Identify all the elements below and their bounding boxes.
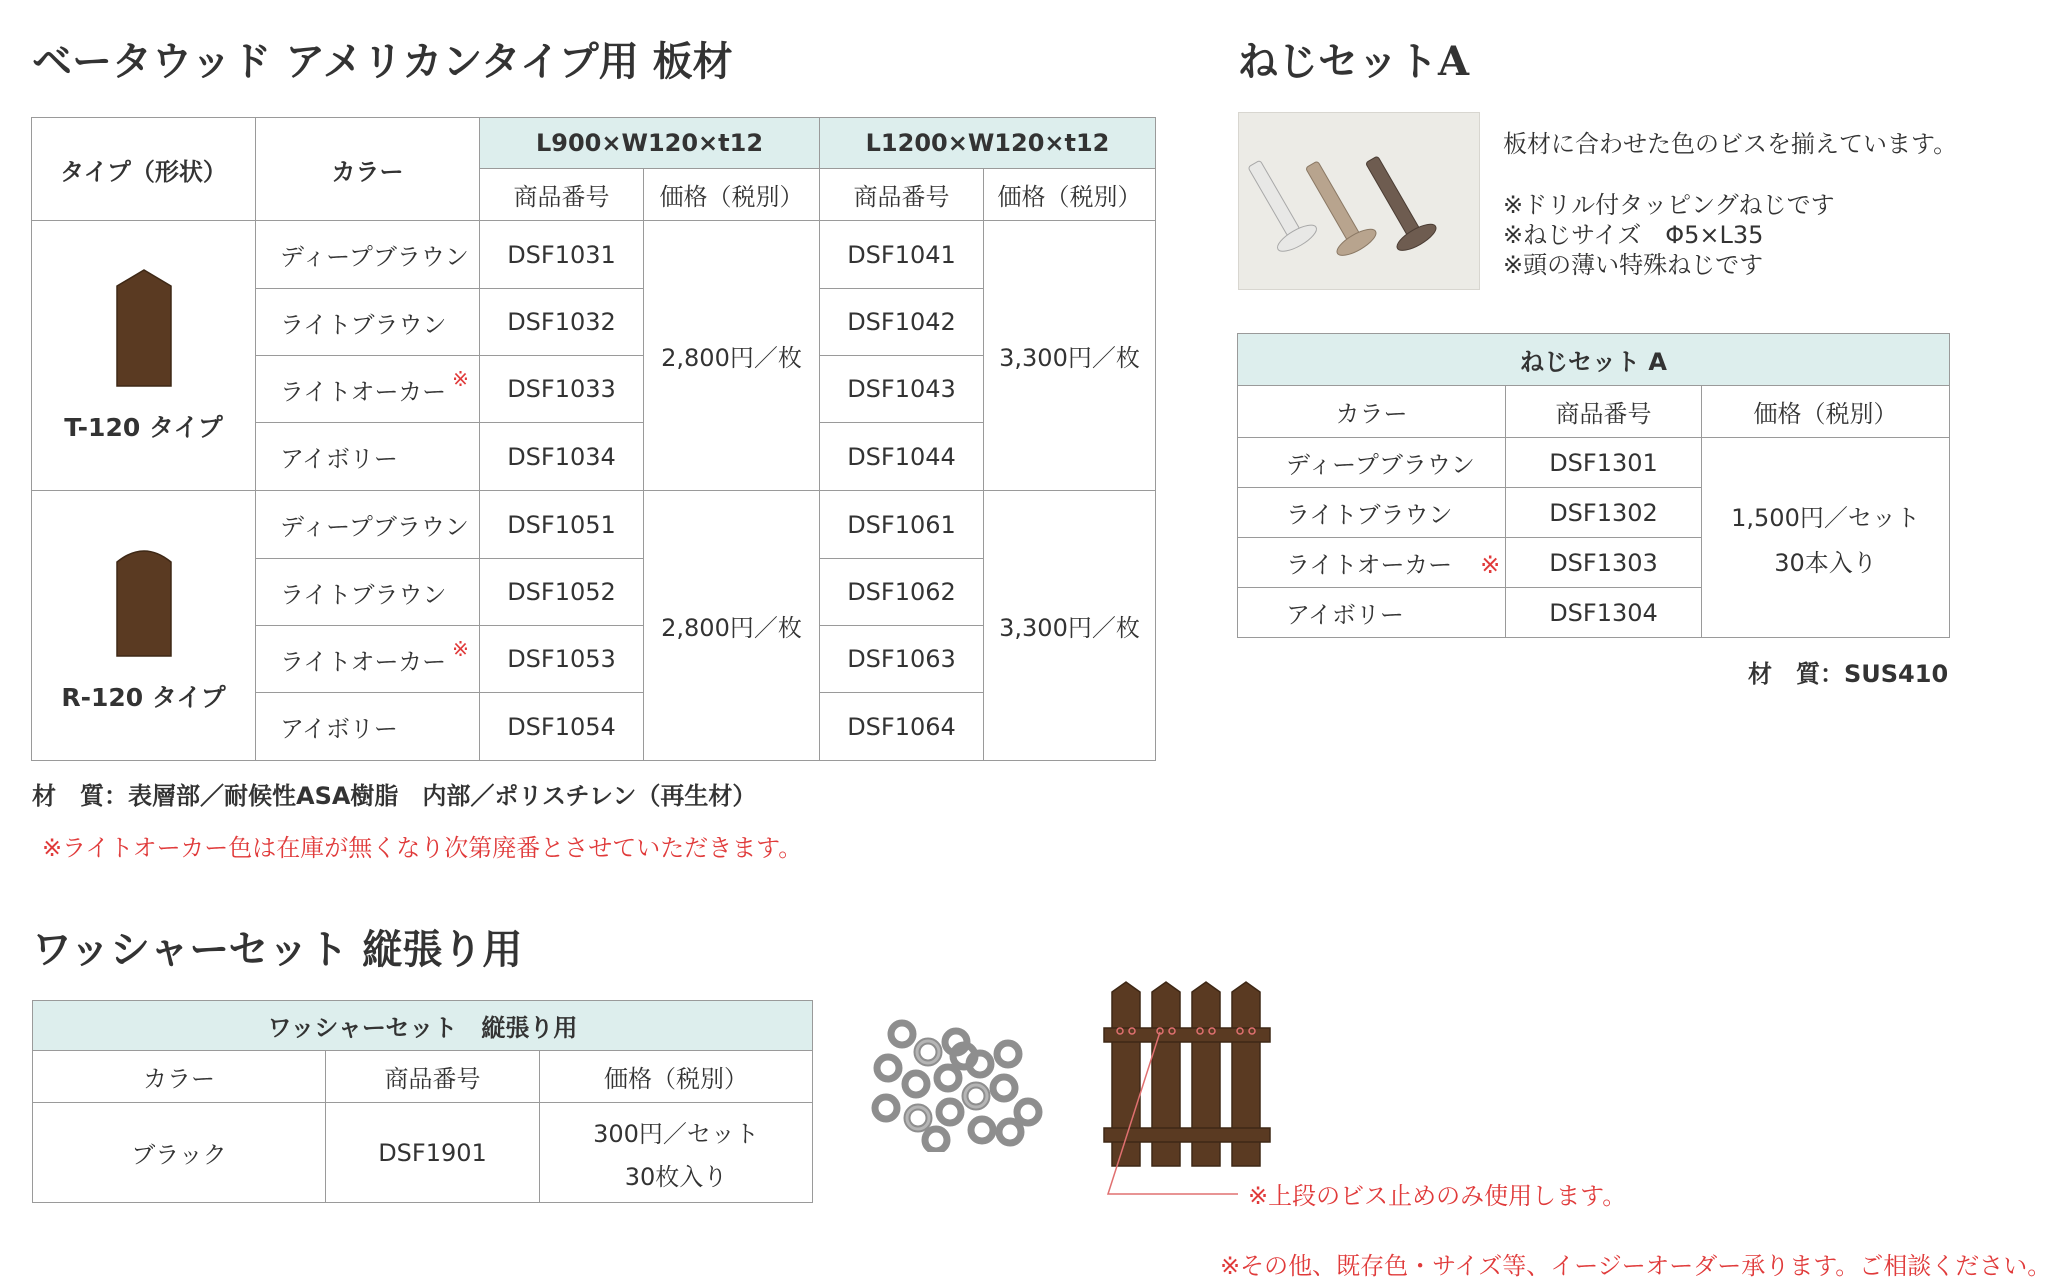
code-cell: DSF1042 bbox=[820, 289, 984, 356]
code-cell: DSF1054 bbox=[480, 693, 644, 761]
code-cell: DSF1064 bbox=[820, 693, 984, 761]
price-cell: 3,300円／枚 bbox=[984, 491, 1156, 761]
color-label: ライトオーカー bbox=[280, 377, 447, 406]
header-size-900: L900×W120×t12 bbox=[480, 118, 820, 169]
header-type: タイプ（形状） bbox=[32, 118, 256, 221]
code-cell: DSF1061 bbox=[820, 491, 984, 559]
color-cell bbox=[256, 289, 480, 356]
washer-table bbox=[32, 1000, 813, 1203]
color-cell bbox=[256, 221, 480, 289]
board-table bbox=[31, 117, 1156, 761]
washer-price: 300円／セット bbox=[593, 1119, 759, 1148]
screw-price-cell bbox=[1702, 438, 1950, 638]
washers-icon bbox=[868, 1012, 1048, 1152]
color-label: アイボリー bbox=[280, 715, 398, 743]
washer-usage-note: ※上段のビス止めのみ使用します。 bbox=[1248, 1182, 1627, 1210]
color-cell bbox=[256, 423, 480, 491]
screw-note-3: ※頭の薄い特殊ねじです bbox=[1503, 251, 1764, 279]
screw-section-title: ねじセットA bbox=[1238, 38, 1470, 85]
color-cell bbox=[256, 626, 480, 693]
type-cell-r120 bbox=[32, 491, 256, 761]
washer-header-color: カラー bbox=[33, 1051, 326, 1103]
code-cell: DSF1062 bbox=[820, 559, 984, 626]
color-label: ライトブラウン bbox=[280, 310, 447, 339]
screw-color-cell bbox=[1238, 538, 1506, 588]
screw-header-price: 価格（税別） bbox=[1702, 386, 1950, 438]
washer-quantity: 30枚入り bbox=[624, 1162, 728, 1191]
screw-code-cell: DSF1302 bbox=[1506, 488, 1702, 538]
screw-header-color: カラー bbox=[1238, 386, 1506, 438]
discontinue-mark: ※ bbox=[452, 366, 469, 391]
pointed-board-icon bbox=[114, 268, 174, 398]
code-cell: DSF1032 bbox=[480, 289, 644, 356]
washer-table-title: ワッシャーセット 縦張り用 bbox=[33, 1001, 813, 1051]
color-label: ライトオーカー bbox=[280, 647, 447, 676]
price-cell: 2,800円／枚 bbox=[644, 221, 820, 491]
screw-code-cell: DSF1304 bbox=[1506, 588, 1702, 638]
color-label: ライトブラウン bbox=[280, 580, 447, 609]
color-cell bbox=[256, 693, 480, 761]
code-cell: DSF1052 bbox=[480, 559, 644, 626]
screw-color-cell bbox=[1238, 488, 1506, 538]
screw-code-cell: DSF1303 bbox=[1506, 538, 1702, 588]
discontinue-note: ※ライトオーカー色は在庫が無くなり次第廃番とさせていただきます。 bbox=[42, 834, 803, 862]
type-label-r120: R-120 タイプ bbox=[61, 682, 226, 712]
color-label: ディープブラウン bbox=[1286, 451, 1475, 479]
screw-table bbox=[1237, 333, 1950, 638]
washer-price-cell bbox=[540, 1103, 813, 1203]
screw-photo bbox=[1238, 112, 1480, 290]
screw-quantity: 30本入り bbox=[1774, 548, 1877, 577]
screws-icon bbox=[1239, 113, 1479, 289]
header-price-1200: 価格（税別） bbox=[984, 169, 1156, 221]
main-section-title: ベータウッド アメリカンタイプ用 板材 bbox=[32, 38, 733, 85]
price-cell: 2,800円／枚 bbox=[644, 491, 820, 761]
screw-color-cell bbox=[1238, 588, 1506, 638]
color-label: ライトブラウン bbox=[1286, 501, 1453, 529]
header-size-1200: L1200×W120×t12 bbox=[820, 118, 1156, 169]
color-label: ライトオーカー bbox=[1286, 551, 1453, 579]
material-note: 材 質：表層部／耐候性ASA樹脂 内部／ポリスチレン（再生材） bbox=[32, 782, 757, 810]
discontinue-mark: ※ bbox=[452, 636, 469, 661]
header-code-900: 商品番号 bbox=[480, 169, 644, 221]
type-cell-t120 bbox=[32, 221, 256, 491]
round-board-icon bbox=[114, 538, 174, 668]
code-cell: DSF1044 bbox=[820, 423, 984, 491]
footer-note: ※その他、既存色・サイズ等、イージーオーダー承ります。ご相談ください。 bbox=[1220, 1252, 2052, 1280]
color-label: アイボリー bbox=[1286, 601, 1404, 629]
code-cell: DSF1033 bbox=[480, 356, 644, 423]
color-cell bbox=[256, 559, 480, 626]
type-label-t120: T-120 タイプ bbox=[64, 412, 223, 442]
header-code-1200: 商品番号 bbox=[820, 169, 984, 221]
code-cell: DSF1041 bbox=[820, 221, 984, 289]
screw-note-2: ※ねじサイズ Φ5×L35 bbox=[1503, 221, 1764, 249]
screw-table-title: ねじセット A bbox=[1238, 334, 1950, 386]
color-label: ディープブラウン bbox=[280, 243, 469, 271]
screw-note-1: ※ドリル付タッピングねじです bbox=[1503, 191, 1835, 219]
screw-description: 板材に合わせた色のビスを揃えています。 bbox=[1503, 130, 1958, 158]
color-cell bbox=[256, 491, 480, 559]
washer-color-cell: ブラック bbox=[33, 1103, 326, 1203]
code-cell: DSF1063 bbox=[820, 626, 984, 693]
code-cell: DSF1043 bbox=[820, 356, 984, 423]
washer-section-title: ワッシャーセット 縦張り用 bbox=[32, 926, 523, 973]
color-label: アイボリー bbox=[280, 445, 398, 473]
washer-code-cell: DSF1901 bbox=[326, 1103, 540, 1203]
code-cell: DSF1034 bbox=[480, 423, 644, 491]
header-color: カラー bbox=[256, 118, 480, 221]
screw-header-code: 商品番号 bbox=[1506, 386, 1702, 438]
washer-header-code: 商品番号 bbox=[326, 1051, 540, 1103]
screw-material: 材 質：SUS410 bbox=[1748, 660, 1949, 688]
callout-line bbox=[1100, 1030, 1240, 1195]
discontinue-mark: ※ bbox=[1480, 551, 1501, 579]
screw-code-cell: DSF1301 bbox=[1506, 438, 1702, 488]
color-label: ディープブラウン bbox=[280, 513, 469, 541]
code-cell: DSF1031 bbox=[480, 221, 644, 289]
header-price-900: 価格（税別） bbox=[644, 169, 820, 221]
code-cell: DSF1051 bbox=[480, 491, 644, 559]
screw-price: 1,500円／セット bbox=[1731, 503, 1920, 532]
washer-header-price: 価格（税別） bbox=[540, 1051, 813, 1103]
color-cell bbox=[256, 356, 480, 423]
price-cell: 3,300円／枚 bbox=[984, 221, 1156, 491]
code-cell: DSF1053 bbox=[480, 626, 644, 693]
screw-color-cell bbox=[1238, 438, 1506, 488]
